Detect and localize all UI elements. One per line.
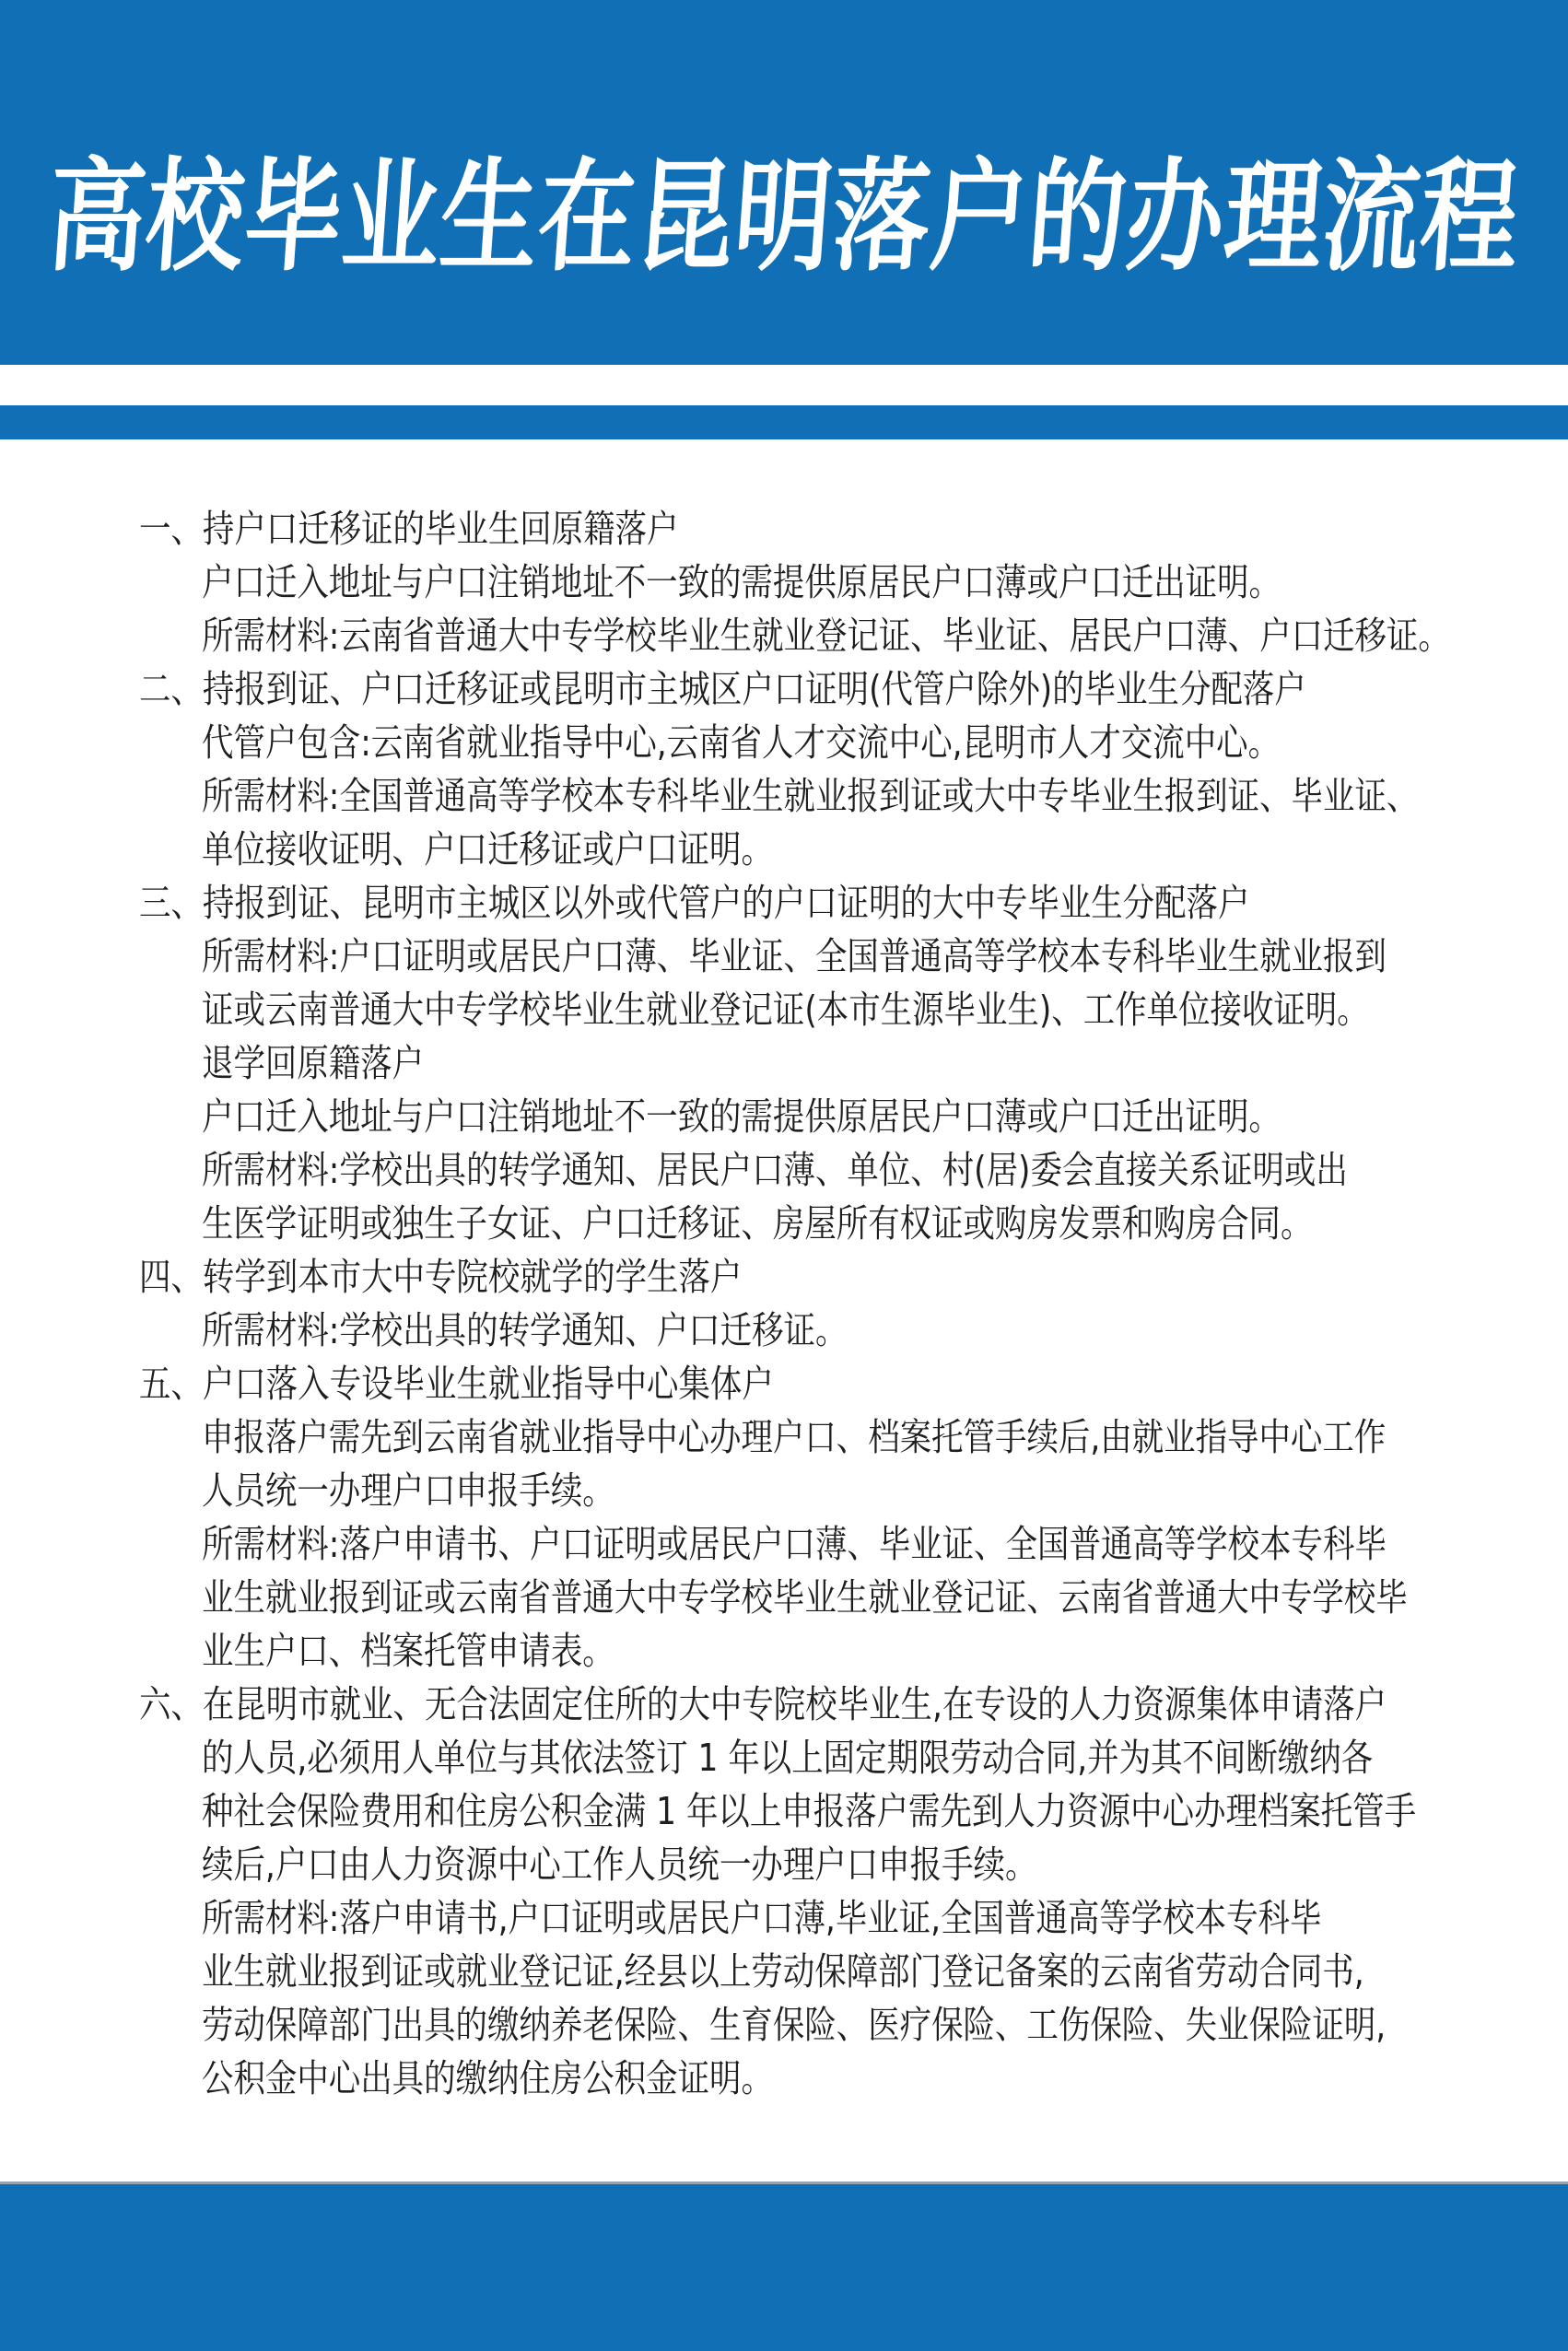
- body-line-text: 生医学证明或独生子女证、户口迁移证、房屋所有权证或购房发票和购房合同。: [202, 1200, 1313, 1246]
- list-item: [0, 1624, 1568, 1678]
- list-item: [0, 1517, 1568, 1571]
- list-item: [0, 716, 1568, 769]
- section-heading-text: 五、户口落入专设毕业生就业指导中心集体户: [139, 1361, 774, 1406]
- section-heading-text: 一、持户口迁移证的毕业生回原籍落户: [139, 506, 679, 551]
- section-heading-text: 四、转学到本市大中专院校就学的学生落户: [139, 1254, 743, 1299]
- list-item: [0, 556, 1568, 609]
- list-item: [0, 1571, 1568, 1624]
- body-line-text: 公积金中心出具的缴纳住房公积金证明。: [202, 2055, 773, 2100]
- body-line-text: 所需材料:学校出具的转学通知、居民户口薄、单位、村(居)委会直接关系证明或出: [202, 1147, 1348, 1192]
- divider-stripe: [0, 405, 1568, 439]
- list-item: [0, 502, 1568, 556]
- list-item: [0, 1838, 1568, 1891]
- list-item: [0, 1731, 1568, 1784]
- list-item: [0, 823, 1568, 876]
- list-item: [0, 1784, 1568, 1838]
- list-item: [0, 1036, 1568, 1090]
- body-line-text: 的人员,必须用人单位与其依法签订 1 年以上固定期限劳动合同,并为其不间断缴纳各: [202, 1735, 1374, 1780]
- list-item: [0, 1304, 1568, 1357]
- poster-title: 高校毕业生在昆明落户的办理流程: [42, 146, 1524, 288]
- list-item: [0, 609, 1568, 662]
- list-item: [0, 1197, 1568, 1250]
- procedure-list: [0, 502, 1568, 2105]
- list-item: [0, 930, 1568, 983]
- body-line-text: 人员统一办理户口申报手续。: [202, 1468, 614, 1513]
- list-item: [0, 1410, 1568, 1464]
- list-item: [0, 2052, 1568, 2105]
- list-item: [0, 1143, 1568, 1197]
- list-item: [0, 662, 1568, 716]
- list-item: [0, 769, 1568, 823]
- list-item: [0, 876, 1568, 930]
- body-line-text: 代管户包含:云南省就业指导中心,云南省人才交流中心,昆明市人才交流中心。: [202, 719, 1281, 765]
- body-line-text: 单位接收证明、户口迁移证或户口证明。: [202, 826, 773, 871]
- body-line-text: 户口迁入地址与户口注销地址不一致的需提供原居民户口薄或户口迁出证明。: [202, 1094, 1281, 1139]
- list-item: [0, 1998, 1568, 2052]
- section-heading-text: 三、持报到证、昆明市主城区以外或代管户的户口证明的大中专毕业生分配落户: [139, 880, 1250, 925]
- body-line-text: 业生就业报到证或云南省普通大中专学校毕业生就业登记证、云南省普通大中专学校毕: [202, 1574, 1408, 1620]
- list-item: [0, 1250, 1568, 1304]
- body-line-text: 所需材料:户口证明或居民户口薄、毕业证、全国普通高等学校本专科毕业生就业报到: [202, 933, 1387, 978]
- body-line-text: 续后,户口由人力资源中心工作人员统一办理户口申报手续。: [202, 1842, 1037, 1887]
- body-line-text: 种社会保险费用和住房公积金满 1 年以上申报落户需先到人力资源中心办理档案托管手: [202, 1788, 1417, 1833]
- list-item: [0, 1464, 1568, 1517]
- title-banner: [0, 0, 1568, 365]
- list-item: [0, 1090, 1568, 1143]
- body-line-text: 业生就业报到证或就业登记证,经县以上劳动保障部门登记备案的云南省劳动合同书,: [202, 1948, 1364, 1994]
- list-item: [0, 1357, 1568, 1410]
- footer-band: [0, 2181, 1568, 2351]
- body-line-text: 所需材料:落户申请书,户口证明或居民户口薄,毕业证,全国普通高等学校本专科毕: [202, 1895, 1322, 1940]
- body-line-text: 所需材料:云南省普通大中专学校毕业生就业登记证、毕业证、居民户口薄、户口迁移证。: [202, 613, 1450, 658]
- section-heading-text: 六、在昆明市就业、无合法固定住所的大中专院校毕业生,在专设的人力资源集体申请落户: [139, 1681, 1387, 1726]
- list-item: [0, 1678, 1568, 1731]
- body-line-text: 申报落户需先到云南省就业指导中心办理户口、档案托管手续后,由就业指导中心工作: [202, 1414, 1387, 1459]
- body-line-text: 所需材料:落户申请书、户口证明或居民户口薄、毕业证、全国普通高等学校本专科毕: [202, 1521, 1387, 1566]
- list-item: [0, 1945, 1568, 1998]
- body-line-text: 所需材料:全国普通高等学校本专科毕业生就业报到证或大中专毕业生报到证、毕业证、: [202, 773, 1419, 818]
- body-line-text: 所需材料:学校出具的转学通知、户口迁移证。: [202, 1307, 848, 1352]
- body-line-text: 户口迁入地址与户口注销地址不一致的需提供原居民户口薄或户口迁出证明。: [202, 559, 1281, 604]
- body-line-text: 业生户口、档案托管申请表。: [202, 1628, 614, 1673]
- body-line-text: 证或云南普通大中专学校毕业生就业登记证(本市生源毕业生)、工作单位接收证明。: [202, 987, 1369, 1032]
- body-line-text: 劳动保障部门出具的缴纳养老保险、生育保险、医疗保险、工伤保险、失业保险证明,: [202, 2002, 1387, 2047]
- body-line-text: 退学回原籍落户: [202, 1040, 425, 1085]
- list-item: [0, 983, 1568, 1036]
- section-heading-text: 二、持报到证、户口迁移证或昆明市主城区户口证明(代管户除外)的毕业生分配落户: [139, 666, 1306, 711]
- list-item: [0, 1891, 1568, 1945]
